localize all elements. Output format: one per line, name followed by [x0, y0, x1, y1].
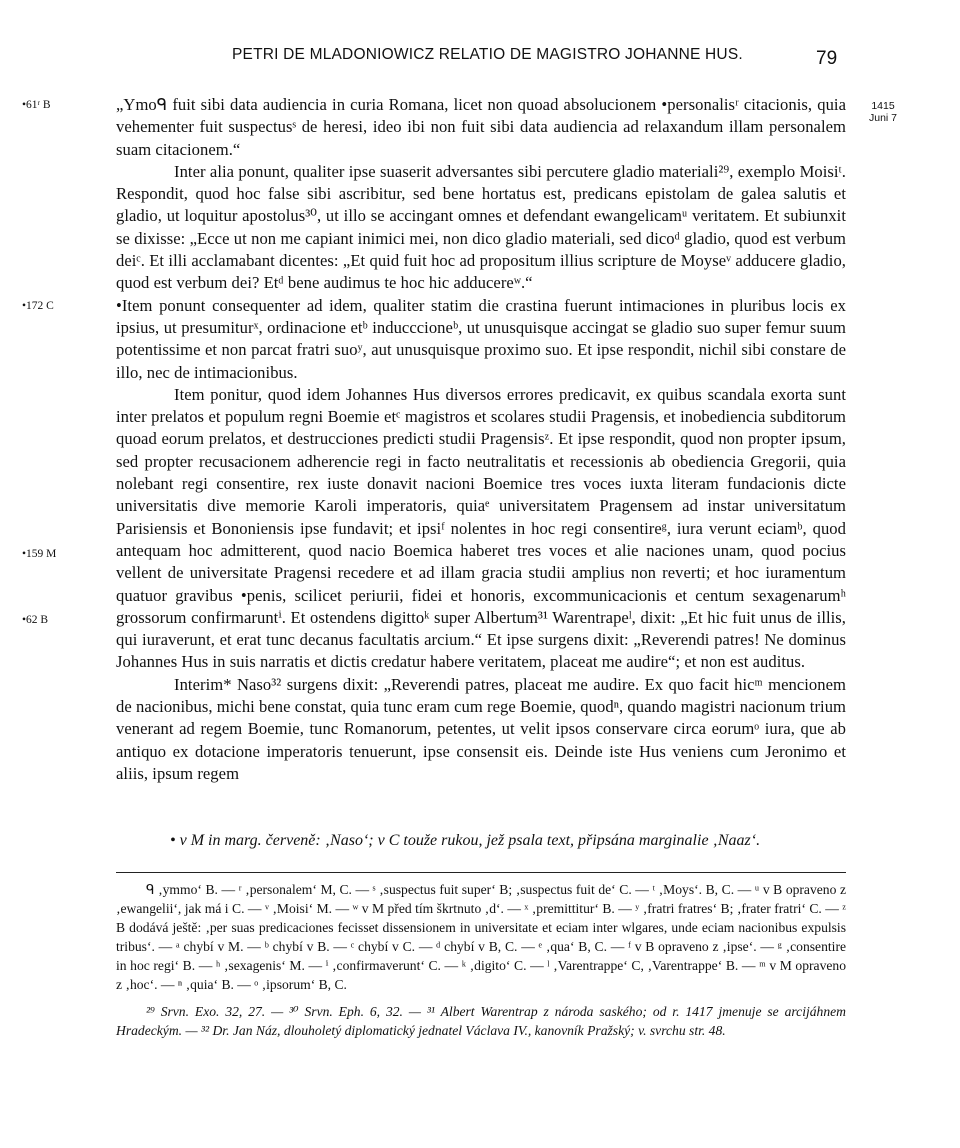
- footnote-divider: [116, 872, 846, 873]
- margin-date-day: Juni 7: [868, 112, 898, 124]
- margin-ref-159-m: •159 M: [22, 548, 57, 560]
- margin-ref-62-b: •62 B: [22, 614, 49, 626]
- margin-ref-61r-b: •61ʳ B: [22, 99, 51, 111]
- main-text: [116, 94, 846, 785]
- paragraph-2: Inter alia ponunt, qualiter ipse suaserit adversantes sibi percutere gladio materiali²⁹, exemplo Moisiᵗ. Respondit, quod hoc false sibi ascribitur, sed bene hortatus est, predicans epistolam de galea salutis et gladio, ut loquitur apostolus³⁰, ut illo se accingant omnes et defendant ewangelicamᵘ veritatem. Et subiunxit se dixisse: „Ecce ut non me capiant inimici mei, non dico gladio materiali, sed dicoᵈ gladio, quod est verbum deiᶜ. Et illi acclamabant dicentes: „Et quid fuit hoc ad propositum illius scripture de Moyseᵛ adducere gladio, quod est verbum dei? Etᵈ bene audimus te hoc hic adducereʷ.“: [116, 161, 846, 293]
- paragraph-4: Item ponitur, quod idem Johannes Hus diversos errores predicavit, ex quibus scandala exorta sunt inter prelatos et populum regni Boemie etᶜ magistros et scolares studii Pragensis, et inobediencia subditorum quoad eorum prelatos, et destrucciones predicti studii Pragensisᶻ. Et ipse respondit, quod non propter ipsum, sed propter recusacionem adherencie regi in facto neutralitatis et recessionis ab obediencia Gregorii, quia nolebant regi consentire, rex iuste donavit nacioni Boemice tres voces iuxta literam fundacionis dicte universitatis dive memorie Karoli imperatoris, quiaᵉ universitatem Pragensem ad instar universitatum Parisiensis et Bononiensis ipse fundavit; et ipsiᶠ nolentes in hoc regi consentireᵍ, iura verunt eciamᵇ, quod antequam hoc admitterent, quod nacio Boemica haberet tres voces et alie naciones unam, quod pocius vellent de universitate Pragensi recedere et ad illam gracia studii amplius non reverti; et hoc iuramentum quatuor gravibus •penis, scilicet periurii, fidei et honoris, excommunicacionis et centum sexagenarumʰ grossorum confirmaruntⁱ. Et ostendens digittoᵏ super Albertum³¹ Warentrapeˡ, dixit: „Et hic fuit unus de illis, qui iuraverunt, et erat tunc decanus facultatis arcium.“ Et ipse surgens dixit: „Reverendi patres! Ne dominus Johannes Hus in suis narratis et dictis credatur habere veritatem, placeat me audire“; et non est auditus.: [116, 384, 846, 672]
- margin-ref-172-c: •172 C: [22, 300, 54, 312]
- margin-date: [858, 100, 908, 124]
- page-number: 79: [816, 48, 838, 69]
- paragraph-1: „Ymoᑫ fuit sibi data audiencia in curia Romana, licet non quoad absolucionem •personalisʳ citacionis, quia vehementer fuit suspectusˢ de heresi, ideo ibi non fuit sibi data audiencia ad relaxandum illam personalem suam citacionem.“: [116, 95, 846, 159]
- paragraph-5: Interim* Naso³² surgens dixit: „Reverendi patres, placeat me audire. Ex quo facit hicᵐ mencionem de nacionibus, michi bene constat, quia tunc eram cum rege Boemie, quodⁿ, quando magistri nacionum trium venerant ad regem Boemie, tunc Romanorum, petentes, ut velit ipsos conservare circa eorumᵒ iura, que ab antiquo ex dotacione imperatoris tenuerunt, ipse consensit eis. Deinde iste Hus veniens cum Jeronimo et aliis, ipsum regem: [116, 674, 846, 783]
- margin-date-year: 1415: [871, 100, 895, 112]
- marginal-note: • v M in marg. červeně: ‚Naso‘; v C touže rukou, jež psala text, připsána marginalie ‚Naaz‘.: [170, 832, 761, 849]
- running-title: PETRI DE MLADONIOWICZ RELATIO DE MAGISTRO JOHANNE HUS.: [232, 46, 743, 63]
- footnotes: [116, 880, 846, 1040]
- textual-apparatus: ᑫ ‚ymmo‘ B. — ʳ ‚personalem‘ M, C. — ˢ ‚suspectus fuit super‘ B; ‚suspectus fuit de‘ C. — ᵗ ‚Moys‘. B, C. — ᵘ v B opraveno z ‚ewangelii‘, jak má i C. — ᵛ ‚Moisi‘ M. — ʷ v M před tím škrtnuto ‚d‘. — ˣ ‚premittitur‘ B. — ʸ ‚fratri fratres‘ B; ‚frater fratri‘ C. — ᶻ B dodává ještě: ‚per suas predicaciones fecisset dissensionem in universitate et eciam inter wlgares, unde eciam nacionibus expulsis tribus‘. — ᵃ chybí v M. — ᵇ chybí v B. — ᶜ chybí v C. — ᵈ chybí v B, C. — ᵉ ‚qua‘ B, C. — ᶠ v B opraveno z ‚ipse‘. — ᵍ ‚consentire in hoc regi‘ B. — ʰ ‚sexagenis‘ M. — ⁱ ‚confirmaverunt‘ C. — ᵏ ‚digito‘ C. — ˡ ‚Varentrappe‘ C, ‚Varentrappe‘ B. — ᵐ v M opraveno z ‚hoc‘. — ⁿ ‚quia‘ B. — ᵒ ‚ipsorum‘ B, C.: [116, 882, 846, 992]
- paragraph-3: •Item ponunt consequenter ad idem, qualiter statim die crastina fuerunt intimaciones in pluribus locis ex ipsius, ut presumiturˣ, ordinacione etᵇ inducccioneᵇ, ut unusquisque accingat se gladio suo super femur suum potentissime et non parcat fratri suoʸ, aut unusquisque proximo suo. Et ipse respondit, nichil sibi constare de illo, nec de intimacionibus.: [116, 295, 846, 382]
- page-header: [0, 46, 960, 76]
- commentary-notes: ²⁹ Srvn. Exo. 32, 27. — ³⁰ Srvn. Eph. 6, 32. — ³¹ Albert Warentrap z národa saského; od r. 1417 jmenuje se arcijáhnem Hradeckým. — ³² Dr. Jan Náz, dlouholetý diplomatický jednatel Václava IV., kanovník Pražský; v. svrchu str. 48.: [116, 1004, 846, 1038]
